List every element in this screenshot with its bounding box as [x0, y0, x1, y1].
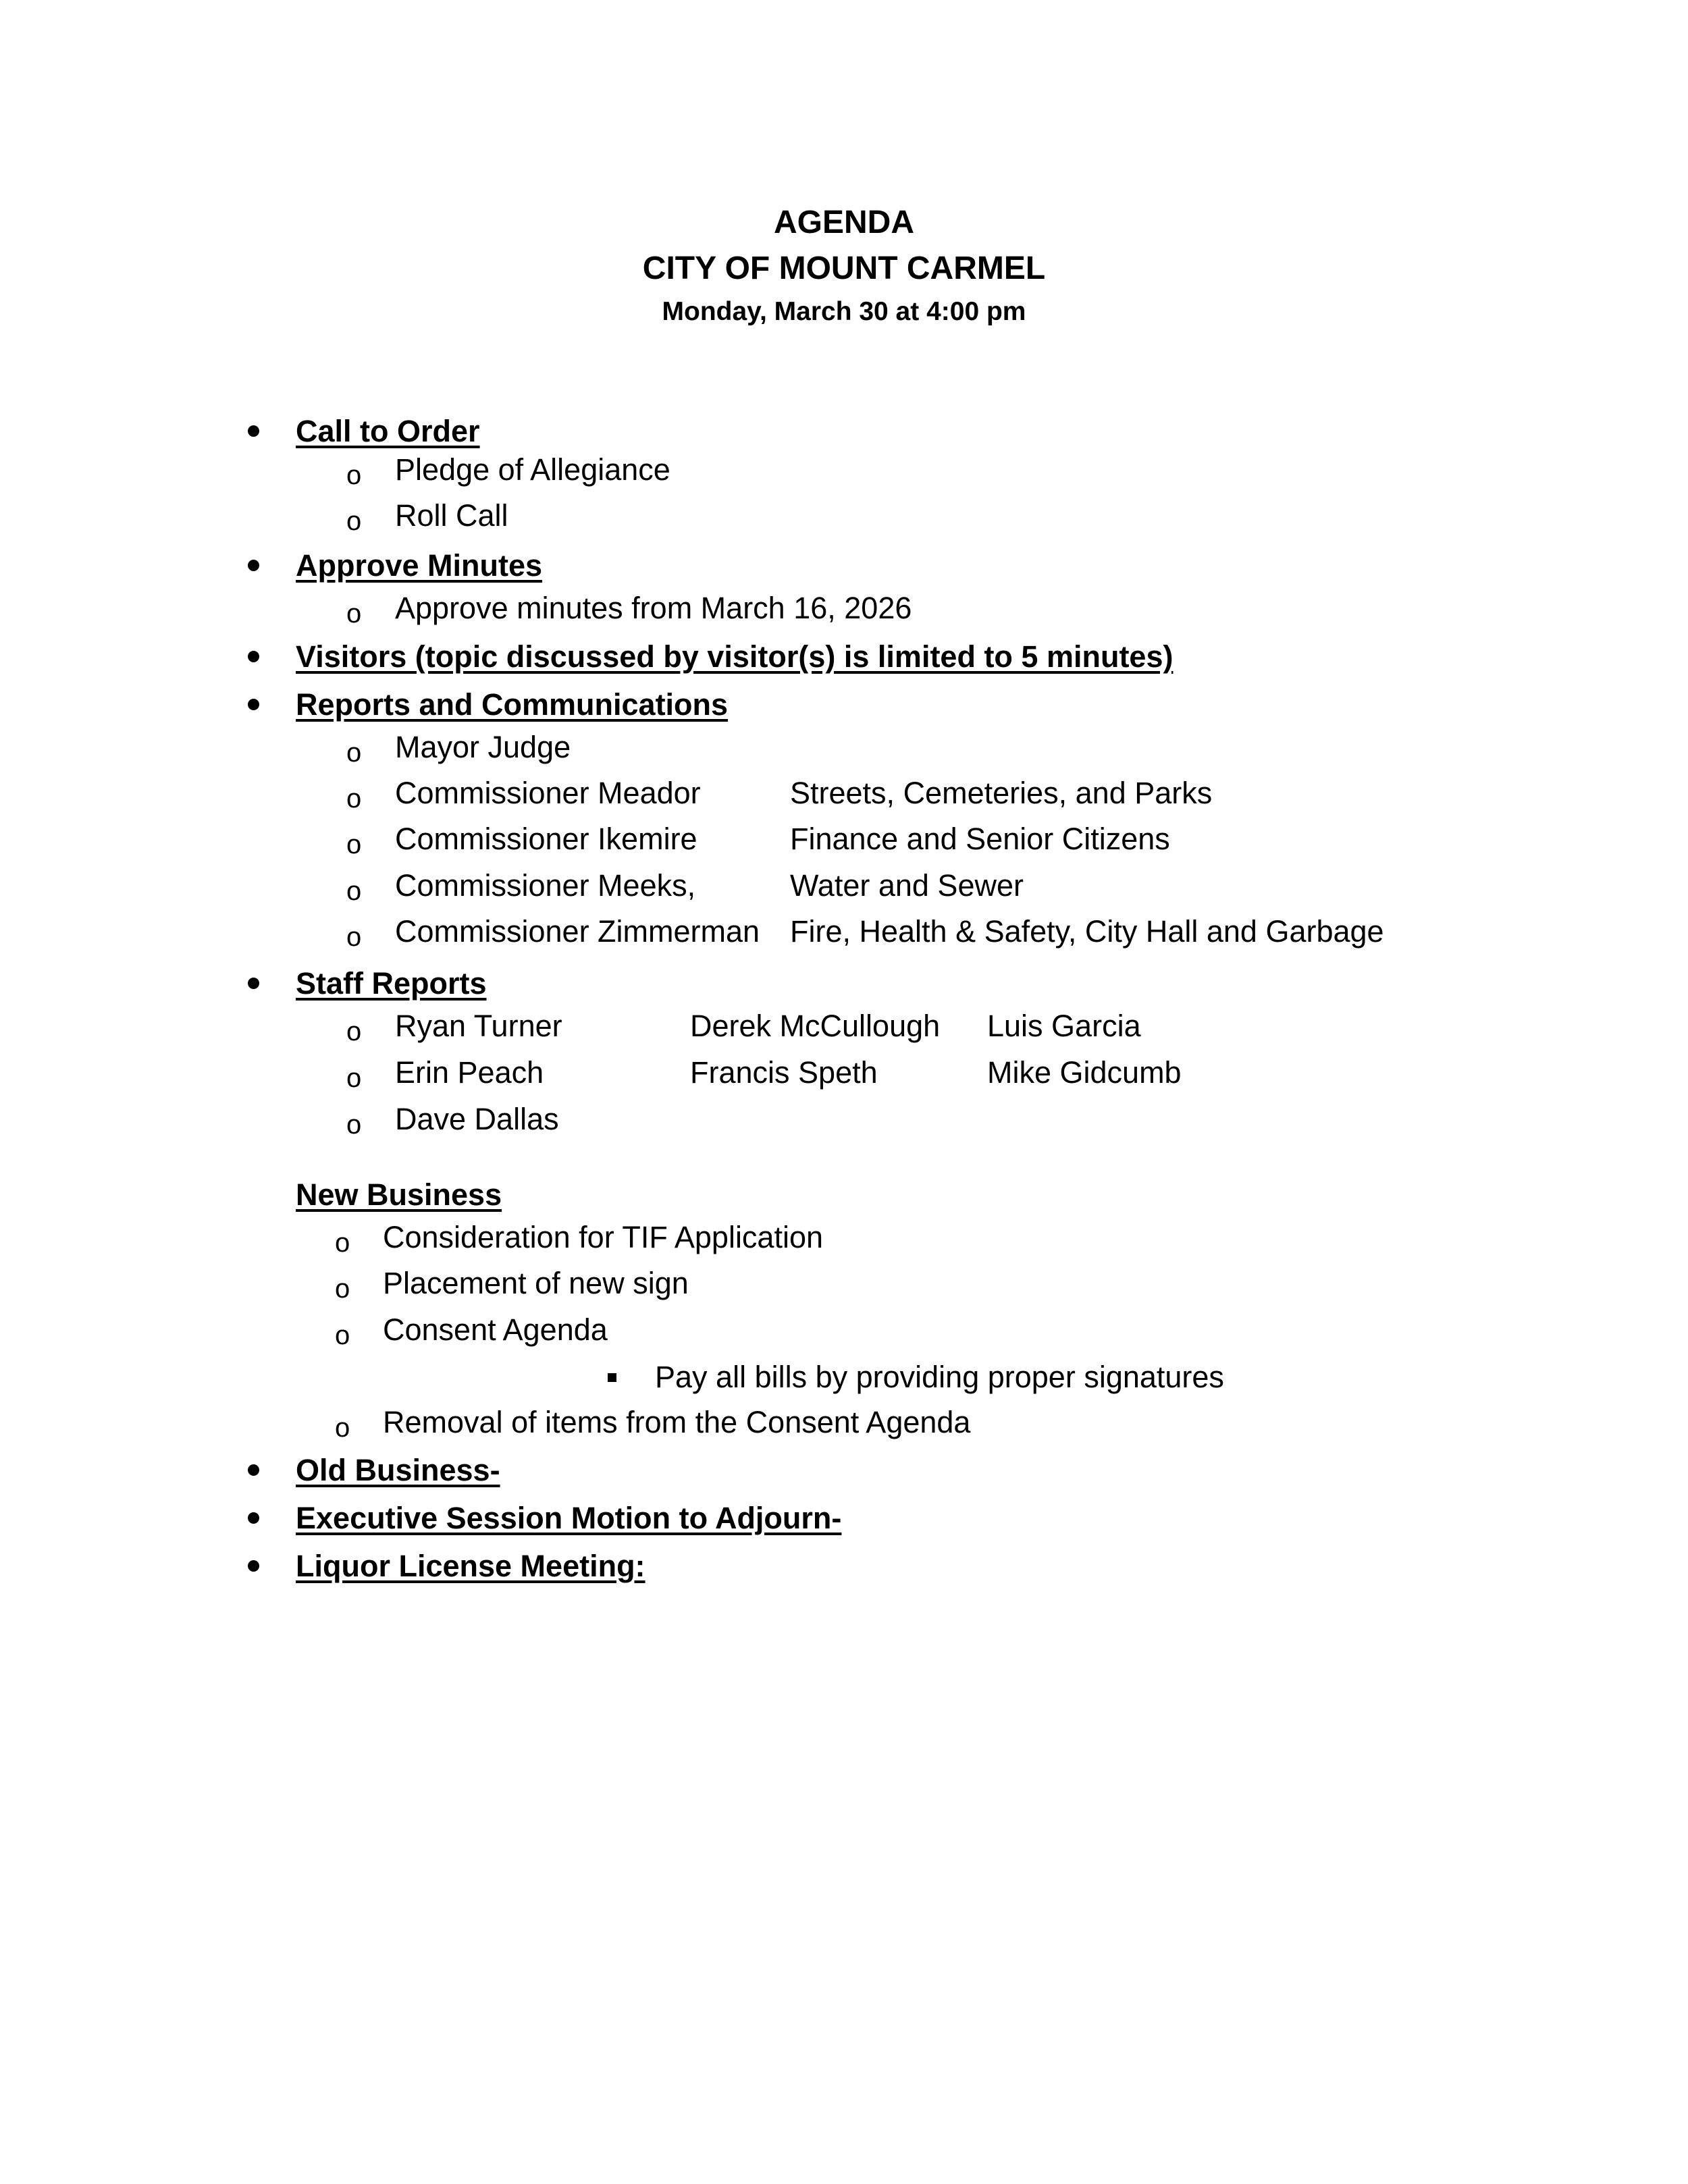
staff-name: Francis Speth — [690, 1055, 878, 1090]
list-item: Placement of new sign — [383, 1266, 689, 1300]
list-item: Removal of items from the Consent Agenda — [383, 1405, 971, 1439]
report-duty: Fire, Health & Safety, City Hall and Garbage — [790, 914, 1384, 949]
report-name: Commissioner Meador — [395, 776, 701, 810]
staff-name: Mike Gidcumb — [987, 1055, 1182, 1090]
circle-bullet-icon: o — [346, 738, 362, 768]
section-heading-staff-reports: Staff Reports — [296, 966, 487, 1001]
report-duty: Streets, Cemeteries, and Parks — [790, 776, 1213, 810]
circle-bullet-icon: o — [346, 1110, 362, 1140]
list-subitem: Pay all bills by providing proper signatures — [655, 1360, 1224, 1394]
section-heading-call-to-order: Call to Order — [296, 414, 480, 448]
report-name: Commissioner Ikemire — [395, 822, 697, 856]
staff-name: Luis Garcia — [987, 1009, 1141, 1043]
circle-bullet-icon: o — [346, 830, 362, 859]
list-item: Consideration for TIF Application — [383, 1220, 824, 1254]
circle-bullet-icon: o — [346, 599, 362, 629]
report-name: Mayor Judge — [395, 730, 571, 764]
report-duty: Finance and Senior Citizens — [790, 822, 1170, 856]
bullet-icon — [248, 651, 259, 662]
bullet-icon — [248, 1560, 259, 1572]
square-bullet-icon — [608, 1373, 616, 1382]
meeting-date: Monday, March 30 at 4:00 pm — [662, 297, 1026, 326]
circle-bullet-icon: o — [346, 1017, 362, 1046]
circle-bullet-icon: o — [346, 876, 362, 906]
bullet-icon — [248, 699, 259, 710]
report-duty: Water and Sewer — [790, 868, 1024, 903]
organization-name: CITY OF MOUNT CARMEL — [642, 250, 1046, 286]
list-item: Roll Call — [395, 498, 508, 533]
circle-bullet-icon: o — [335, 1321, 350, 1350]
circle-bullet-icon: o — [346, 922, 362, 952]
circle-bullet-icon: o — [335, 1274, 350, 1304]
staff-name: Derek McCullough — [690, 1009, 941, 1043]
circle-bullet-icon: o — [346, 1063, 362, 1093]
section-heading-liquor-license: Liquor License Meeting: — [296, 1549, 645, 1583]
staff-name: Dave Dallas — [395, 1102, 559, 1136]
bullet-icon — [248, 1512, 259, 1524]
bullet-icon — [248, 425, 259, 437]
list-item: Consent Agenda — [383, 1312, 608, 1347]
list-item: Pledge of Allegiance — [395, 452, 670, 487]
circle-bullet-icon: o — [346, 506, 362, 536]
circle-bullet-icon: o — [346, 460, 362, 490]
section-heading-visitors: Visitors (topic discussed by visitor(s) is limited to 5 minutes) — [296, 639, 1173, 674]
report-name: Commissioner Zimmerman — [395, 914, 760, 949]
list-item: Approve minutes from March 16, 2026 — [395, 591, 912, 625]
section-heading-new-business: New Business — [296, 1177, 502, 1212]
bullet-icon — [248, 978, 259, 989]
circle-bullet-icon: o — [335, 1413, 350, 1443]
section-heading-old-business: Old Business- — [296, 1453, 500, 1487]
circle-bullet-icon: o — [335, 1228, 350, 1258]
page-title: AGENDA — [773, 205, 914, 240]
circle-bullet-icon: o — [346, 784, 362, 814]
section-heading-reports: Reports and Communications — [296, 687, 729, 722]
staff-name: Erin Peach — [395, 1055, 544, 1090]
staff-name: Ryan Turner — [395, 1009, 562, 1043]
bullet-icon — [248, 1464, 259, 1476]
report-name: Commissioner Meeks, — [395, 868, 696, 903]
section-heading-executive-session: Executive Session Motion to Adjourn- — [296, 1501, 842, 1535]
section-heading-approve-minutes: Approve Minutes — [296, 548, 543, 583]
bullet-icon — [248, 560, 259, 571]
